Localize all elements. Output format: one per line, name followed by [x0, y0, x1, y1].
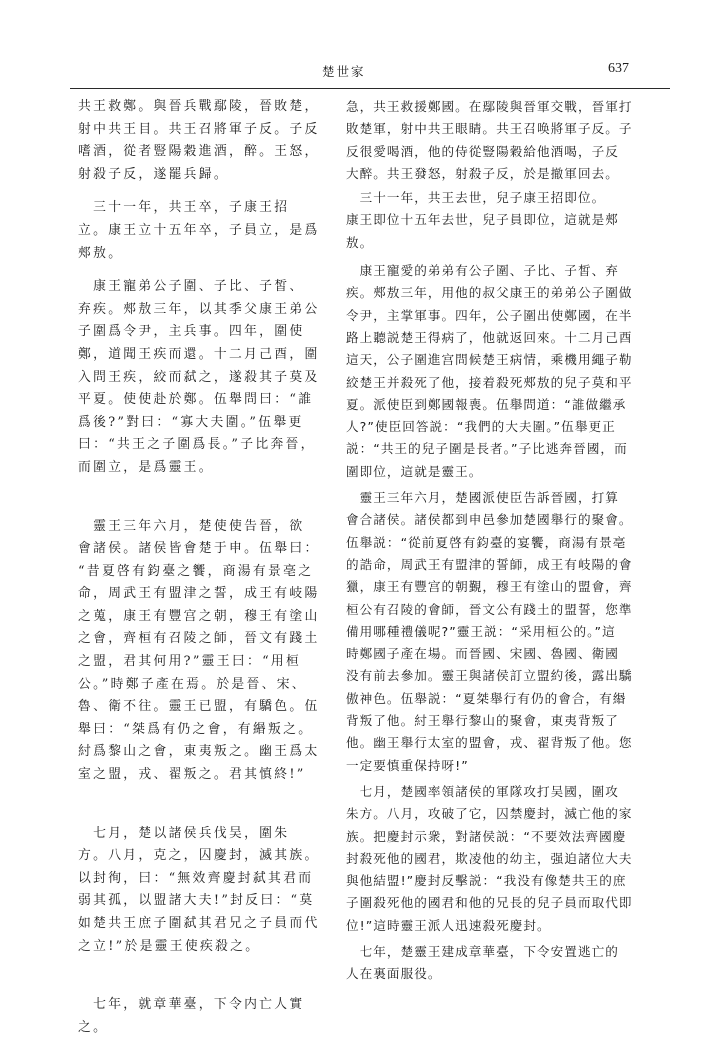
translation-paragraph: 三十一年，共王去世，兒子康王招即位。 康王即位十五年去世，兒子員即位，這就是郟 敖。: [346, 190, 619, 250]
translation-paragraph: 急，共王救援鄭國。在鄢陵與晉軍交戰，晉軍打 敗楚軍，射中共王眼睛。共王召唤將軍子反。子 反很愛喝酒，他的侍從豎陽穀給他酒喝，子反 大醉。共王發怒，射殺子反，於是撤軍回去。: [346, 99, 633, 181]
page-header: [0, 60, 716, 88]
translation-paragraph: 康王寵愛的弟弟有公子圍、子比、子皙、弃 疾。郟敖三年，用他的叔父康王的弟弟公子圍做 令尹，主掌軍事。四年，公子圍出使鄭國，在半 路上聽説楚王得病了，他就返回來。十二月己酉 這天，公子圍進宫問候楚王病情，乘機用繩子勒 絞楚王并殺死了他，接着殺死郟敖的兒子莫和平 夏。派使臣到鄭國報喪。伍舉問道：“誰做繼承 人?”使臣回答説：“我們的大夫圍。”伍舉更正 説：“共王的兒子圍是長者。”子比逃奔晉國，而 圍即位，這就是靈王。: [346, 263, 633, 479]
original-paragraph: 七月，楚以諸侯兵伐吴，圍朱 方。八月，克之，囚慶封，滅其族。 以封徇，曰：“無效齊慶封弑其君而 弱其孤，以盟諸大夫!”封反曰：“莫 如楚共王庶子圍弑其君兄之子員而代 之立!”於是靈王使疾殺之。: [78, 825, 320, 954]
page-number: 637: [608, 61, 629, 76]
original-paragraph: 共王救鄭。與晉兵戰鄢陵，晉敗楚， 射中共王目。共王召將軍子反。子反 嗜酒，從者豎陽穀進酒，醉。王怒， 射殺子反，遂罷兵歸。: [78, 99, 320, 182]
running-title: 楚世家: [322, 64, 366, 79]
original-paragraph: 七年，就章華臺，下令内亡人實 之。: [78, 997, 305, 1035]
translation-paragraph: 七月，楚國率領諸侯的軍隊攻打吴國，圍攻 朱方。八月，攻破了它，囚禁慶封，滅亡他的家 族。把慶封示衆，對諸侯説：“不要效法齊國慶 封殺死他的國君，欺凌他的幼主，强迫諸位大夫 與他結盟!”慶封反擊説：“我没有像楚共王的庶 子圍殺死他的國君和他的兄長的兒子員而取代即 位!”這時靈王派人迅速殺死慶封。: [346, 783, 633, 933]
translation-paragraph: 靈王三年六月，楚國派使臣告訴晉國，打算 會合諸侯。諸侯都到申邑參加楚國舉行的聚會。 伍舉説：“從前夏啓有鈞臺的宴饗，商湯有景亳 的誥命，周武王有盟津的誓師，成王有岐陽的會 獵，康王有豐宫的朝覲，穆王有塗山的盟會，齊 桓公有召陵的會師，晉文公有踐土的盟誓，您準 備用哪種禮儀呢?”靈王説：“采用桓公的。”這 時鄭國子產在場。而晉國、宋國、魯國、衛國 没有前去參加。靈王與諸侯訂立盟約後，露出驕 傲神色。伍舉説：“夏桀舉行有仍的會合，有緡 背叛了他。紂王舉行黎山的聚會，東夷背叛了 他。幽王舉行太室的盟會，戎、翟背叛了他。您 一定要慎重保持呀!”: [346, 490, 633, 773]
original-text-column: [78, 96, 332, 1039]
original-paragraph: 康王寵弟公子圍、子比、子皙、 弃疾。郟敖三年，以其季父康王弟公 子圍爲令尹，主兵事。四年，圍使 鄭，道聞王疾而還。十二月己酉，圍 入問王疾，絞而弑之，遂殺其子莫及 平夏。使使赴於鄭。伍舉問曰：“誰 爲後?”對曰：“寡大夫圍。”伍舉更 曰：“共王之子圍爲長。”子比奔晉， 而圍立，是爲靈王。: [78, 279, 320, 475]
original-paragraph: 靈王三年六月，楚使使告晉，欲 會諸侯。諸侯皆會楚于申。伍舉曰： “昔夏啓有鈞臺之饗，商湯有景亳之 命，周武王有盟津之誓，成王有岐陽 之蒐，康王有豐宫之朝，穆王有塗山 之會，齊桓有召陵之師，晉文有踐土 之盟，君其何用?”靈王曰：“用桓 公。”時鄭子產在焉。於是晉、宋、 魯、衛不往。靈王已盟，有驕色。伍 舉曰：“桀爲有仍之會，有緡叛之。 紂爲黎山之會，東夷叛之。幽王爲太 室之盟，戎、翟叛之。君其慎終!”: [78, 518, 320, 783]
translation-paragraph: 七年，楚靈王建成章華臺，下令安置逃亡的 人在裏面服役。: [346, 943, 619, 982]
translation-text-column: [346, 96, 672, 986]
original-paragraph: 三十一年，共王卒，子康王招 立。康王立十五年卒，子員立，是爲 郟敖。: [78, 200, 320, 261]
header-rule: [70, 88, 670, 89]
